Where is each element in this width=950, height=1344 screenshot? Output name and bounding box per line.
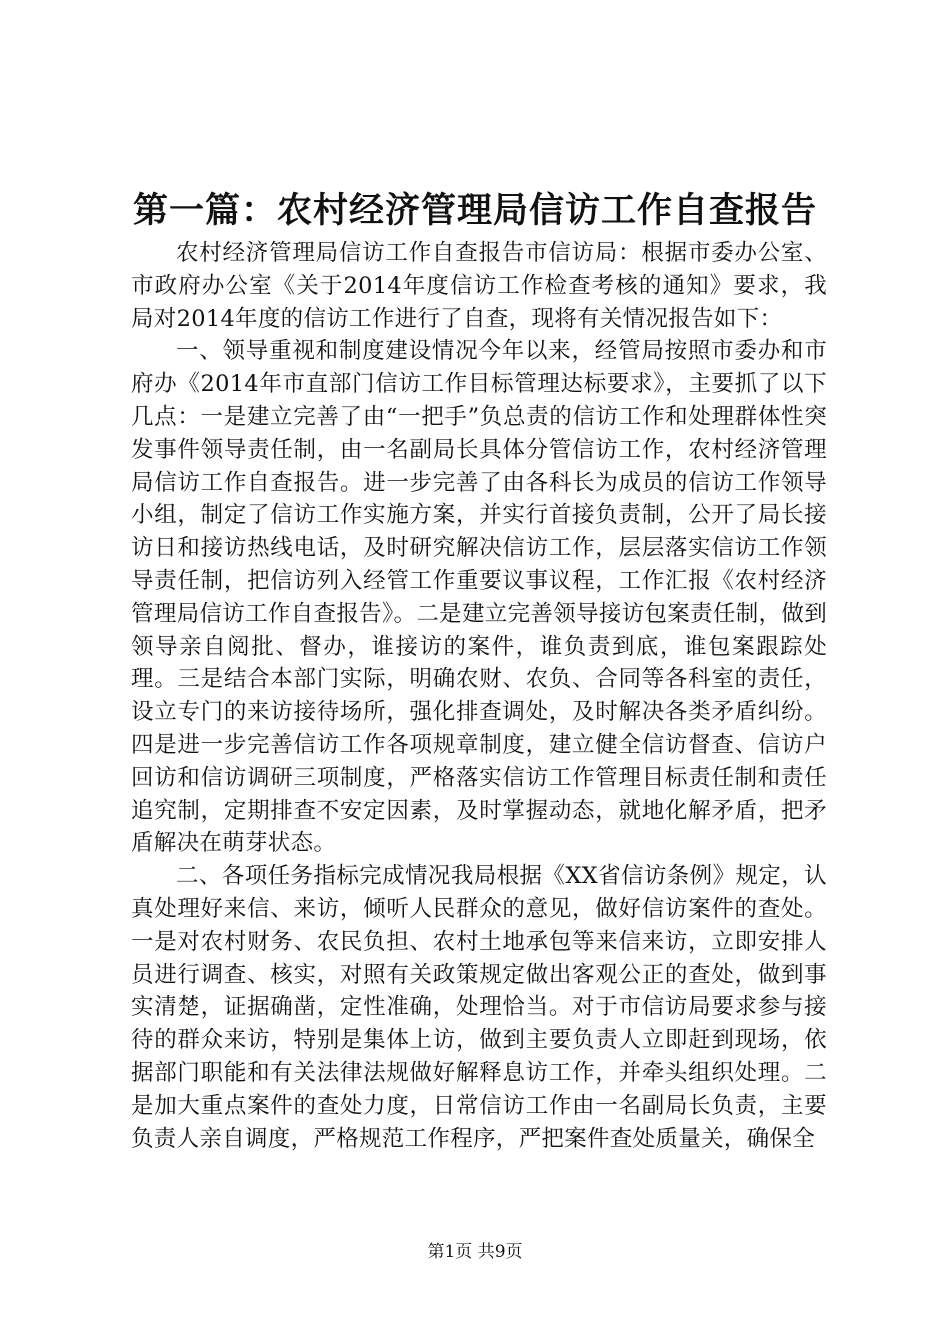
document-title: 第一篇：农村经济管理局信访工作自查报告 <box>132 190 817 231</box>
paragraph-task-completion: 二、各项任务指标完成情况我局根据《XX省信访条例》规定，认真处理好来信、来访，倾听人民群众的意见，做好信访案件的查处。一是对农村财务、农民负担、农村土地承包等来信来访，立即安排人员进行调查、核实，对照有关政策规定做出客观公正的查处，做到事实清楚，证据确凿，定性准确，处理恰当。对于市信访局要求参与接待的群众来访，特别是集体上访，做到主要负责人立即赶到现场，依据部门职能和有关法律法规做好解释息访工作，并牵头组织处理。二是加大重点案件的查处力度，日常信访工作由一名副局长负责，主要负责人亲自调度，严格规范工作程序，严把案件查处质量关，确保全 <box>131 863 827 1152</box>
page-number-footer: 第1页 共9页 <box>427 1242 523 1262</box>
document-body <box>131 237 827 1155</box>
paragraph-intro: 农村经济管理局信访工作自查报告市信访局：根据市委办公室、市政府办公室《关于2014年度信访工作检查考核的通知》要求，我局对2014年度的信访工作进行了自查，现将有关情况报告如下： <box>131 240 827 332</box>
paragraph-leadership-system: 一、领导重视和制度建设情况今年以来，经管局按照市委办和市府办《2014年市直部门信访工作目标管理达标要求》，主要抓了以下几点：一是建立完善了由“一把手”负总责的信访工作和处理群体性突发事件领导责任制，由一名副局长具体分管信访工作，农村经济管理局信访工作自查报告。进一步完善了由各科长为成员的信访工作领导小组，制定了信访工作实施方案，并实行首接负责制，公开了局长接访日和接访热线电话，及时研究解决信访工作，层层落实信访工作领导责任制，把信访列入经管工作重要议事议程，工作汇报《农村经济管理局信访工作自查报告》。二是建立完善领导接访包案责任制，做到领导亲自阅批、督办，谁接访的案件，谁负责到底，谁包案跟踪处理。三是结合本部门实际，明确农财、农负、合同等各科室的责任，设立专门的来访接待场所，强化排查调处，及时解决各类矛盾纠纷。四是进一步完善信访工作各项规章制度，建立健全信访督查、信访户回访和信访调研三项制度，严格落实信访工作管理目标责任制和责任追究制，定期排查不安定因素，及时掌握动态，就地化解矛盾，把矛盾解决在萌芽状态。 <box>131 338 827 857</box>
